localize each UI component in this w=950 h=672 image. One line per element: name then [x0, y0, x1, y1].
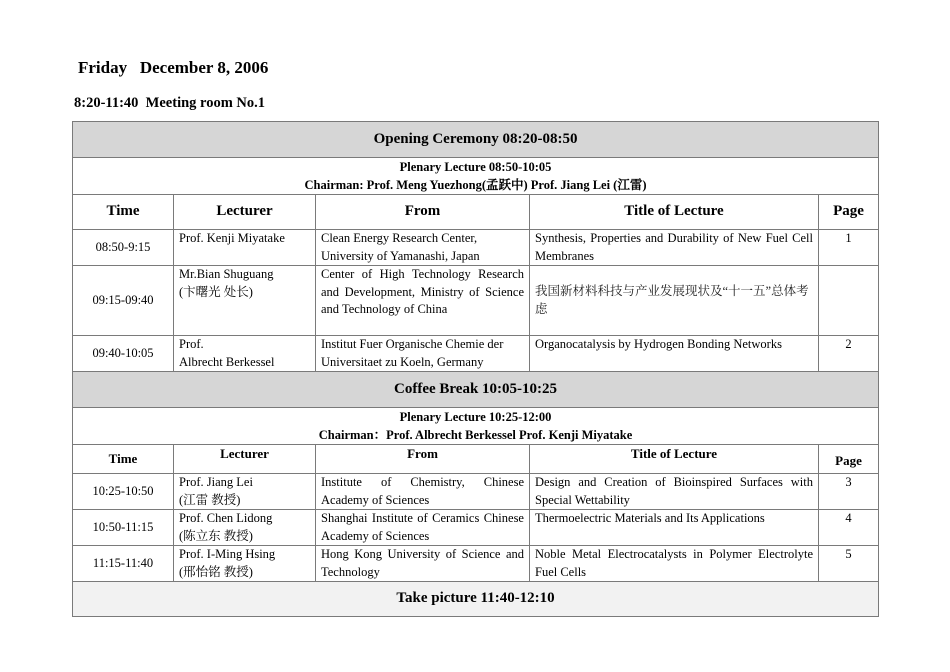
take-picture-row — [73, 582, 879, 617]
lecture-time: 10:50-11:15 — [73, 510, 174, 546]
table-row — [73, 336, 879, 372]
col-time-header: Time — [73, 445, 174, 474]
plenary-1-title: Plenary Lecture 08:50-10:05 — [399, 160, 552, 174]
affiliation-cell: Institute of Chemistry, Chinese Academy of Sciences — [316, 474, 530, 510]
col-from-header: From — [316, 195, 530, 230]
col-page-header: Page — [819, 195, 879, 230]
table-row — [73, 230, 879, 266]
col-from-header: From — [316, 445, 530, 474]
plenary-2-title: Plenary Lecture 10:25-12:00 — [399, 410, 552, 424]
lecturer-cell — [174, 546, 316, 582]
col-page-header: Page — [819, 445, 879, 474]
coffee-break-label: Coffee Break 10:05-10:25 — [73, 372, 879, 408]
table-row — [73, 474, 879, 510]
plenary-lecture-2-row — [73, 408, 879, 445]
lecture-title: Design and Creation of Bioinspired Surfaces with Special Wettability — [530, 474, 819, 510]
table-row — [73, 510, 879, 546]
lecturer-cell — [174, 510, 316, 546]
take-picture-label: Take picture 11:40-12:10 — [73, 582, 879, 617]
lecturer-chinese-name: (江雷 教授) — [179, 492, 241, 507]
affiliation-cell: Clean Energy Research Center, University of Yamanashi, Japan — [316, 230, 530, 266]
lecturer-name: Prof. I-Ming Hsing — [179, 547, 276, 561]
plenary-2-chairman: Chairman：Prof. Albrecht Berkessel Prof. Kenji Miyatake — [318, 428, 633, 442]
affiliation-cell: Institut Fuer Organische Chemie der Universitaet zu Koeln, Germany — [316, 336, 530, 372]
lecture-title: Synthesis, Properties and Durability of New Fuel Cell Membranes — [530, 230, 819, 266]
lecturer-name: Prof. — [179, 337, 204, 351]
plenary-lecture-1-row — [73, 158, 879, 195]
affiliation-cell: Hong Kong University of Science and Technology — [316, 546, 530, 582]
plenary-lecture-1 — [73, 158, 879, 195]
opening-ceremony-row — [73, 122, 879, 158]
column-header-row — [73, 195, 879, 230]
lecturer-name: Prof. Jiang Lei — [179, 475, 253, 489]
col-title-header: Title of Lecture — [530, 195, 819, 230]
lecture-title: 我国新材料科技与产业发展现状及“十一五”总体考虑 — [530, 266, 819, 336]
col-title-header: Title of Lecture — [530, 445, 819, 474]
lecturer-name: Mr.Bian Shuguang — [179, 267, 274, 281]
lecturer-chinese-name: (陈立东 教授) — [179, 528, 253, 543]
lecture-time: 08:50-9:15 — [73, 230, 174, 266]
lecture-title: Organocatalysis by Hydrogen Bonding Networks — [530, 336, 819, 372]
program-table — [72, 121, 879, 617]
col-lecturer-header: Lecturer — [174, 195, 316, 230]
plenary-lecture-2 — [73, 408, 879, 445]
opening-ceremony-label: Opening Ceremony 08:20-08:50 — [73, 122, 879, 158]
lecturer-cell — [174, 336, 316, 372]
page-number: 4 — [819, 510, 879, 546]
page-number: 2 — [819, 336, 879, 372]
table-row — [73, 546, 879, 582]
lecturer-cell — [174, 266, 316, 336]
coffee-break-row — [73, 372, 879, 408]
lecturer-name-line2: Albrecht Berkessel — [179, 354, 275, 369]
lecture-title: Thermoelectric Materials and Its Applications — [530, 510, 819, 546]
lecture-title: Noble Metal Electrocatalysts in Polymer Electrolyte Fuel Cells — [530, 546, 819, 582]
table-row — [73, 266, 879, 336]
lecturer-cell — [174, 230, 316, 266]
lecturer-name: Prof. Kenji Miyatake — [179, 231, 285, 245]
affiliation-cell: Shanghai Institute of Ceramics Chinese Academy of Sciences — [316, 510, 530, 546]
lecturer-name: Prof. Chen Lidong — [179, 511, 273, 525]
page-number: 1 — [819, 230, 879, 266]
page-number: 5 — [819, 546, 879, 582]
affiliation-cell: Center of High Technology Research and Development, Ministry of Science and Technology of China — [316, 266, 530, 336]
lecturer-chinese-name: (卞曙光 处长) — [179, 284, 253, 299]
page-number: 3 — [819, 474, 879, 510]
lecture-time: 09:40-10:05 — [73, 336, 174, 372]
lecturer-cell — [174, 474, 316, 510]
col-time-header: Time — [73, 195, 174, 230]
lecture-time: 09:15-09:40 — [73, 266, 174, 336]
page-number — [819, 266, 879, 336]
lecture-time: 11:15-11:40 — [73, 546, 174, 582]
lecture-time: 10:25-10:50 — [73, 474, 174, 510]
day-title: Friday December 8, 2006 — [78, 58, 269, 77]
column-header-row-2 — [73, 445, 879, 474]
session-title: 8:20-11:40 Meeting room No.1 — [74, 95, 266, 111]
plenary-1-chairman: Chairman: Prof. Meng Yuezhong(孟跃中) Prof. Jiang Lei (江雷) — [304, 178, 647, 192]
col-lecturer-header: Lecturer — [174, 445, 316, 474]
lecturer-chinese-name: (邢怡铭 教授) — [179, 564, 253, 579]
